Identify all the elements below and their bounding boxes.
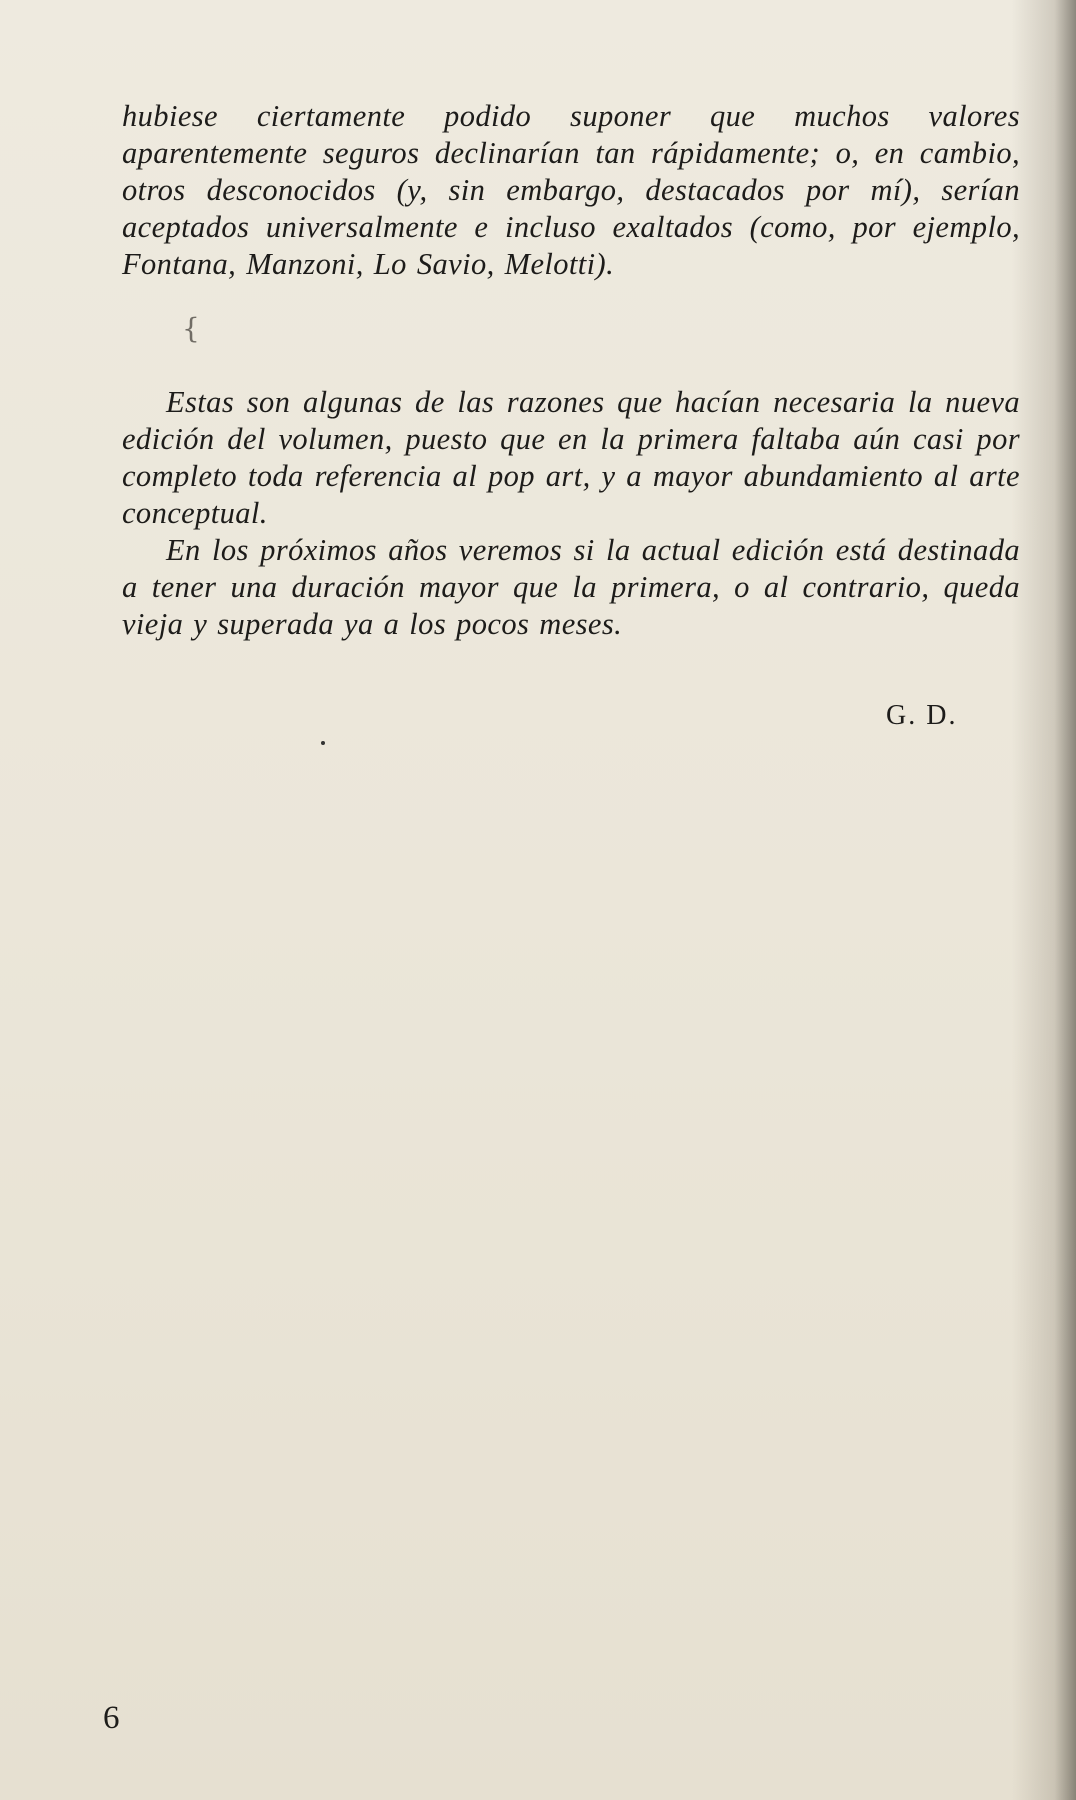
author-signature: G. D.: [886, 700, 958, 731]
paragraph-text: hubiese ciertamente podido suponer que muchos valores aparentemente seguros declinarían tan rápidamente; o, en cambio, otros desconocidos (y, sin embargo, destacados por mí), serían aceptados universalmente e incluso exaltados (como, por ejemplo, Fontana, Manzoni, Lo Savio, Melotti).: [122, 99, 1020, 281]
paragraph-text: En los próximos años veremos si la actual edición está destinada a tener una duración mayor que la primera, o al contrario, queda vieja y superada ya a los pocos meses.: [122, 533, 1020, 641]
page-number: 6: [103, 1700, 120, 1736]
paragraph-reasons: [122, 384, 1020, 532]
paragraph-continued: [122, 98, 1020, 283]
paragraph-text: Estas son algunas de las razones que hacían necesaria la nueva edición del volumen, puesto que en la primera faltaba aún casi por completo toda referencia al pop art, y a mayor abundamiento al arte conceptual.: [122, 385, 1020, 530]
paragraph-future-edition: [122, 532, 1020, 643]
bleed-through-texture: [130, 610, 1010, 1660]
ink-dot: [321, 741, 325, 745]
margin-mark: {: [182, 312, 200, 345]
